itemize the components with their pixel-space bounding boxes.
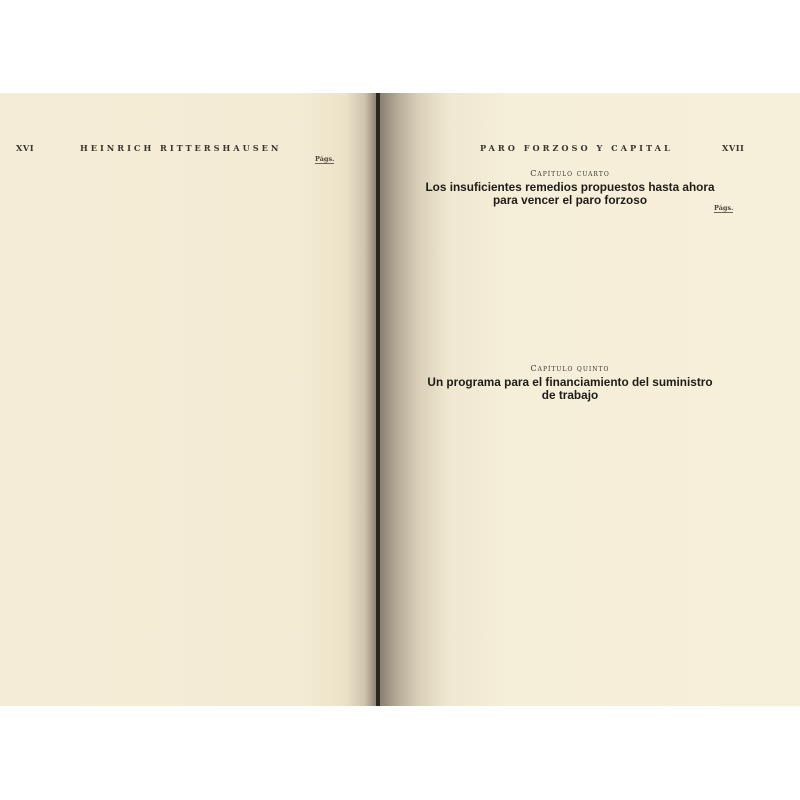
chapter-label: Capítulo cuarto [530,169,610,178]
chapter-title [410,376,730,402]
chapter-title [420,181,720,207]
left-page [0,93,376,706]
right-page [380,93,800,706]
chapter-title-line: para vencer el paro forzoso [492,193,648,207]
chapter-title-line: Un programa para el financiamiento del suministro [427,375,713,389]
pags-label: Págs. [315,155,335,163]
pags-label: Págs. [714,204,734,212]
page-folio: XVI [16,143,35,153]
chapter-label: Capítulo quinto [530,364,610,373]
chapter-title-line: de trabajo [541,388,599,402]
book-spread [0,93,800,706]
running-head: HEINRICH RITTERSHAUSEN [80,143,282,153]
running-head: PARO FORZOSO Y CAPITAL [480,143,673,153]
page-folio: XVII [722,143,745,153]
chapter-title-line: Los insuficientes remedios propuestos hasta ahora [425,180,715,194]
